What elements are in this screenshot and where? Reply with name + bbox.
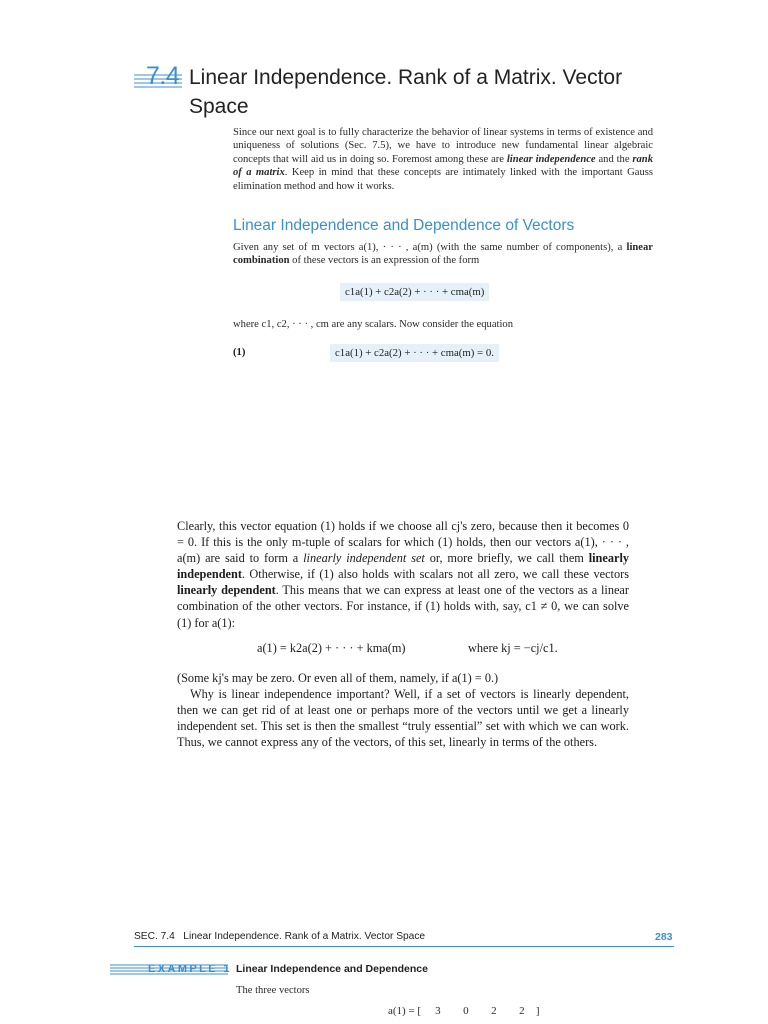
example-title: Linear Independence and Dependence [236,963,428,975]
solve-equation-right: where kj = −cj/c1. [468,641,558,655]
intro-paragraph: Since our next goal is to fully characterize the behavior of linear systems in terms of existence and uniqueness of solutions (Sec. 7.5), we have to introduce new fundamental linear algebraic concepts that will aid us in doing so. Foremost among these are linear independence and the rank of a matrix. Keep in mind that these concepts are intimately linked with the important Gauss elimination method and how it works. [233,127,654,192]
importance-paragraph: Why is linear independence important? Well, if a set of vectors is linearly dependent, then we can get rid of at least one or perhaps more of the vectors until we get a linearly independent set. This set is then the smallest “truly essential” set with which we can work. Thus, we cannot express any of the vectors, of this set, linearly in terms of the others. [177,687,629,750]
linear-combination-paragraph: Given any set of m vectors a(1), · · · , a(m) (with the same number of components), a linear combination of these vectors is an expression of the form [233,242,653,267]
section-title: Linear Independence. Rank of a Matrix. Vector Space [189,66,623,118]
vector-entry: 3 [435,1005,441,1017]
term-linear-independence: linear independence [506,153,596,165]
example-text: The three vectors [236,985,310,996]
definition-paragraph: Clearly, this vector equation (1) holds if we choose all cj's zero, because then it becomes 0 = 0. If this is the only m-tuple of scalars for which (1) holds, then our vectors a(1), · · · , a(m) are said to form a linearly independent set or, more briefly, we call them linearly independent. Otherwise, if (1) also holds with scalars not all zero, we call these vectors linearly dependent. This means that we can express at least one of the vectors as a linear combination of the other vectors. For instance, if (1) holds with, say, c1 ≠ 0, we can solve (1) for a(1): [177,519,630,630]
term-linearly-independent: linearly independent [177,551,630,582]
example-label: EXAMPLE 1 [148,963,232,975]
page-number: 283 [655,931,673,943]
term-rank-of-matrix: rank of a matrix [233,153,653,179]
example-vector: a(1) = [ 3 0 2 2 ] [388,1005,540,1017]
scalars-paragraph: where c1, c2, · · · , cm are any scalars. Now consider the equation [233,319,514,330]
term-linearly-dependent: linearly dependent [177,583,276,598]
footer-running-title: Linear Independence. Rank of a Matrix. Vector Space [183,931,426,942]
subsection-heading: Linear Independence and Dependence of Vectors [233,217,575,234]
term-linear-combination: linear combination [233,242,653,267]
footer-section-label: SEC. 7.4 [134,931,175,942]
equation-1-formula: c1a(1) + c2a(2) + · · · + cma(m) = 0. [330,344,499,362]
remark-paragraph: (Some kj's may be zero. Or even all of them, namely, if a(1) = 0.) [177,671,499,685]
term-linearly-independent-set: linearly independent set [303,551,425,566]
vector-entry: 2 [491,1005,497,1017]
footer-divider [134,946,674,947]
linear-combination-formula: c1a(1) + c2a(2) + · · · + cma(m) [340,283,489,301]
vector-entry: 0 [463,1005,469,1017]
section-number: 7.4 [146,62,180,90]
solve-equation-left: a(1) = k2a(2) + · · · + kma(m) [257,641,406,655]
vector-entry: 2 [519,1005,525,1017]
running-footer [134,931,425,942]
equation-label: (1) [233,347,246,358]
